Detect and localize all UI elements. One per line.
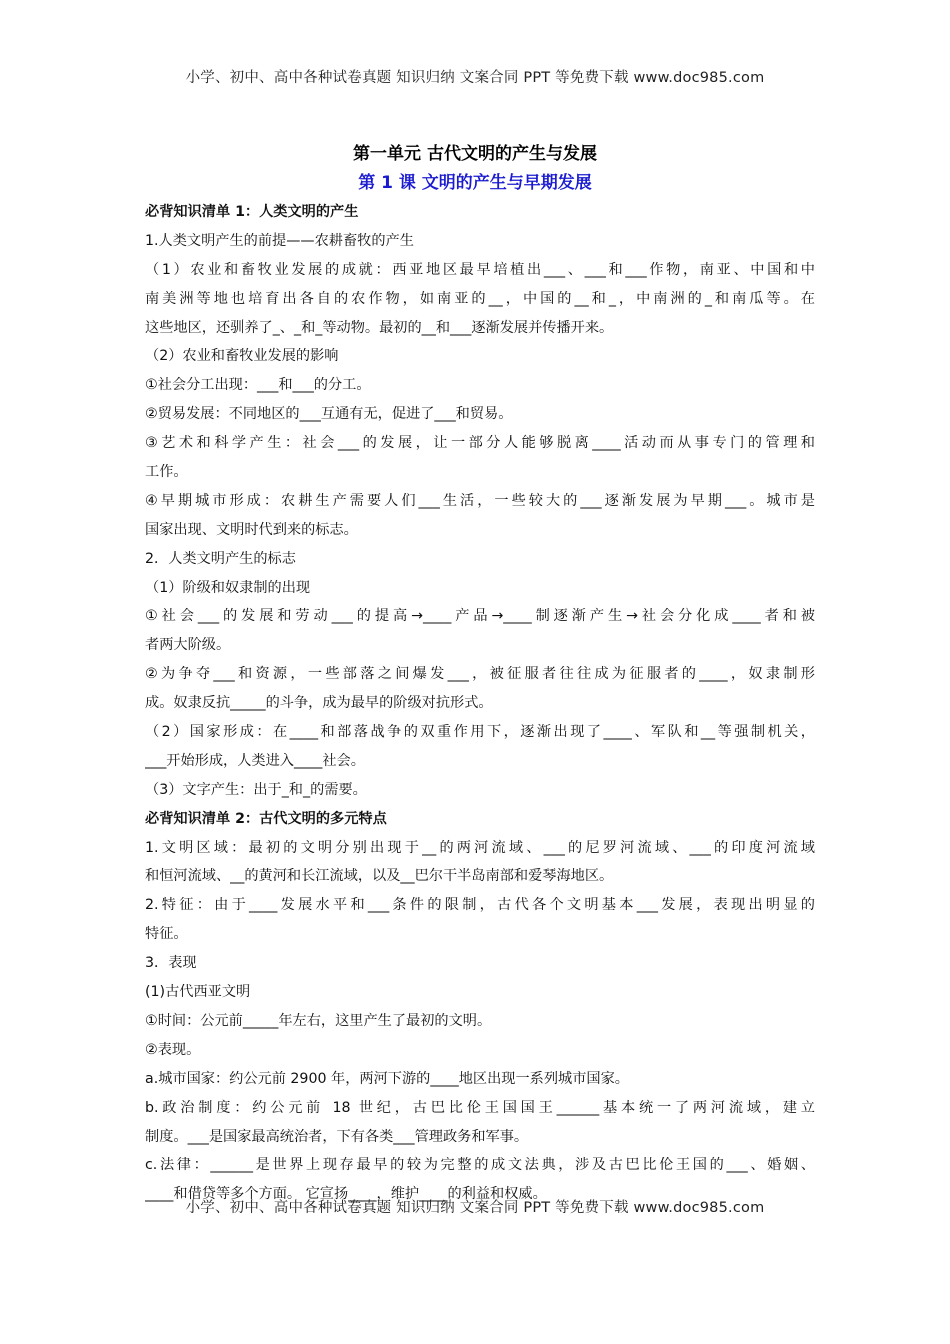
unit-title: 第一单元 古代文明的产生与发展 <box>353 144 597 164</box>
text-line: ②表现。 <box>145 1041 201 1058</box>
text-line: 1.文明区域：最初的文明分别出现于__的两河流域、___的尼罗河流域、___的印度河流域 <box>145 839 815 856</box>
text-line: （3）文字产生：出于_和_的需要。 <box>145 781 367 798</box>
text-line: 者两大阶级。 <box>145 637 231 654</box>
section-heading: 必背知识清单 1：人类文明的产生 <box>145 204 359 220</box>
text-line: a.城市国家：约公元前 2900 年，两河下游的____地区出现一系列城市国家。 <box>145 1070 629 1087</box>
text-line: 特征。 <box>145 926 188 943</box>
text-line: ____和借贷等多个方面。 它宣扬____，维护____的利益和权威。 <box>145 1186 547 1203</box>
text-line: 这些地区，还驯养了_、_和_等动物。最初的__和___逐渐发展并传播开来。 <box>145 319 614 336</box>
text-line: 国家出现、文明时代到来的标志。 <box>145 521 358 538</box>
document-body <box>145 198 815 1209</box>
text-line: 1.人类文明产生的前提——农耕畜牧的产生 <box>145 232 414 249</box>
text-line: 工作。 <box>145 464 188 481</box>
text-line: ①时间：公元前_____年左右，这里产生了最初的文明。 <box>145 1012 492 1029</box>
text-line: 3．表现 <box>145 955 197 972</box>
text-line: 南美洲等地也培育出各自的农作物，如南亚的__，中国的__和_，中南洲的_和南瓜等。在 <box>145 290 815 307</box>
text-line: （1）阶级和奴隶制的出现 <box>145 579 311 596</box>
text-line: ④早期城市形成：农耕生产需要人们___生活，一些较大的___逐渐发展为早期___。城市是 <box>145 492 815 509</box>
text-line: 2．人类文明产生的标志 <box>145 550 296 567</box>
text-line: ①社会___的发展和劳动___的提高→____产品→____制逐渐产生→社会分化成____者和被 <box>145 608 815 625</box>
page-header: 小学、初中、高中各种试卷真题 知识归纳 文案合同 PPT 等免费下载 www.doc985.com <box>185 70 765 86</box>
text-line: (1)古代西亚文明 <box>145 984 251 1001</box>
text-line: 成。奴隶反抗_____的斗争，成为最早的阶级对抗形式。 <box>145 695 493 712</box>
text-line: 和恒河流域、__的黄河和长江流域，以及__巴尔干半岛南部和爱琴海地区。 <box>145 868 614 885</box>
page-footer: 小学、初中、高中各种试卷真题 知识归纳 文案合同 PPT 等免费下载 www.doc985.com <box>185 1200 765 1216</box>
text-line: （2）农业和畜牧业发展的影响 <box>145 348 339 365</box>
text-line: ___开始形成，人类进入____社会。 <box>145 752 365 769</box>
text-line: ②为争夺___和资源，一些部落之间爆发___，被征服者往往成为征服者的____，奴隶制形 <box>145 666 815 683</box>
text-line: ②贸易发展：不同地区的___互通有无，促进了___和贸易。 <box>145 406 513 423</box>
section-heading: 必背知识清单 2：古代文明的多元特点 <box>145 810 387 827</box>
text-line: （1）农业和畜牧业发展的成就：西亚地区最早培植出___、___和___作物，南亚、中国和中 <box>145 261 815 278</box>
text-line: ③艺术和科学产生：社会___的发展，让一部分人能够脱离____活动而从事专门的管理和 <box>145 435 815 452</box>
text-line: （2）国家形成：在____和部落战争的双重作用下，逐渐出现了____、军队和__等强制机关， <box>145 724 815 741</box>
lesson-title: 第 1 课 文明的产生与早期发展 <box>358 173 592 193</box>
text-line: c.法律：______是世界上现存最早的较为完整的成文法典，涉及古巴比伦王国的___、婚姻、 <box>145 1157 815 1174</box>
text-line: 制度。___是国家最高统治者，下有各类___管理政务和军事。 <box>145 1128 529 1145</box>
text-line: b.政治制度：约公元前 18 世纪，古巴比伦王国国王______基本统一了两河流域，建立 <box>145 1099 815 1116</box>
text-line: 2.特征：由于____发展水平和___条件的限制，古代各个文明基本___发展，表现出明显的 <box>145 897 815 914</box>
text-line: ①社会分工出现：___和___的分工。 <box>145 377 371 394</box>
